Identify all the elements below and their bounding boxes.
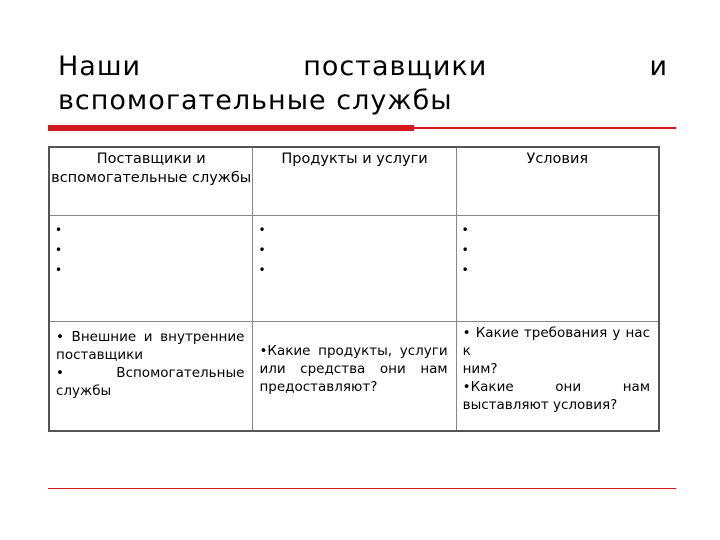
text-line: •Какие они нам [462, 378, 650, 395]
table-header-row [49, 147, 659, 215]
table-cell [253, 321, 456, 431]
title-word-3: и [649, 51, 668, 82]
table-cell [49, 215, 253, 321]
text-line: •Какие продукты, услуги [259, 342, 448, 359]
text-line: службы [56, 382, 112, 399]
text-line: предоставляют? [259, 378, 378, 395]
products-description [253, 322, 455, 396]
bullet: • [55, 262, 63, 277]
slide-title [58, 50, 668, 118]
text-line: выставляют условия? [462, 396, 618, 413]
footer-rule [48, 488, 676, 489]
bullet: • [258, 262, 266, 277]
table-cell [253, 215, 456, 321]
bullet: • [258, 242, 266, 257]
table-cell [456, 321, 659, 431]
header-conditions: Условия [526, 151, 589, 167]
title-underline-bar [48, 125, 414, 131]
title-line-1 [58, 50, 668, 84]
text-line: • Какие требования у нас к [462, 324, 650, 359]
conditions-description [457, 322, 658, 414]
text-line: поставщики [56, 346, 144, 363]
bullet-list [253, 216, 455, 280]
header-suppliers: Поставщики и вспомогательные службы [51, 151, 252, 186]
text-line: или средства они нам [259, 360, 448, 377]
title-word-2: поставщики [303, 51, 488, 82]
bullet: • [55, 222, 63, 237]
table-cell [456, 215, 659, 321]
bullet: • [461, 262, 469, 277]
title-line-2: вспомогательные службы [58, 85, 453, 116]
table-row [49, 215, 659, 321]
text-line: ним? [462, 360, 498, 377]
bullet: • [461, 242, 469, 257]
bullet-list [457, 216, 658, 280]
title-word-1: Наши [58, 51, 142, 82]
header-products: Продукты и услуги [281, 151, 428, 167]
bullet: • [258, 222, 266, 237]
header-cell-conditions [456, 147, 659, 215]
bullet: • [461, 222, 469, 237]
header-cell-suppliers [49, 147, 253, 215]
table-row [49, 321, 659, 431]
text-line: • Внешние и внутренние [56, 328, 245, 345]
title-underline-rule [414, 127, 676, 129]
text-line: • Вспомогательные [56, 364, 245, 381]
bullet-list [50, 216, 252, 280]
suppliers-table [48, 146, 660, 432]
bullet: • [55, 242, 63, 257]
table-cell [49, 321, 253, 431]
header-cell-products [253, 147, 456, 215]
suppliers-description [50, 322, 252, 400]
